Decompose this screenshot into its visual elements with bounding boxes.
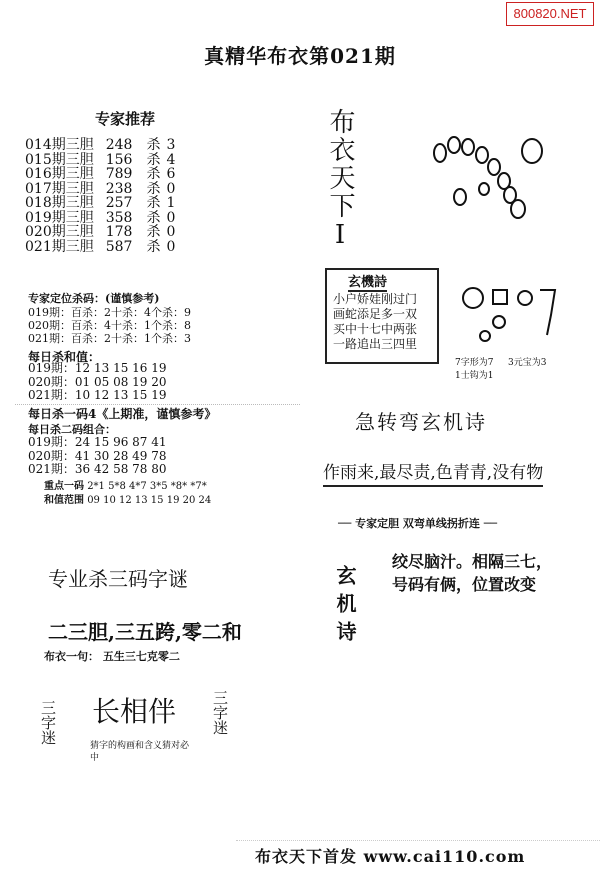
expert-row-kill-value: 0 — [166, 180, 176, 197]
daily-sum-row: 021期：10 12 13 15 19 — [28, 388, 167, 402]
daily-sum-heading: 每日杀和值： — [28, 350, 101, 364]
key-digit-value: 2*1 5*8 4*7 3*5 *8* *7* — [87, 481, 207, 492]
expert-row-kill: 杀 — [146, 209, 161, 226]
footer-text: 布衣天下首发 www.cai110.com — [255, 847, 526, 866]
expert-row-kill-value: 6 — [166, 166, 176, 182]
daily-sum-row: 020期：01 05 08 19 20 — [28, 374, 167, 389]
expert-row-kill: 杀 — [146, 151, 161, 168]
expert-row-kill: 杀 — [146, 166, 161, 182]
sum-range-value: 09 10 12 13 15 19 20 24 — [87, 495, 212, 506]
mystic-poem-line: 一路追出三四里 — [333, 337, 418, 351]
expert-tip-heading-text: 专家定胆 双弯单线拐折连 — [355, 517, 480, 530]
riddle-answer: 二三胆,三五跨,零二和 — [48, 620, 242, 644]
daily-sum-rows — [28, 362, 167, 403]
position-kill-heading: 专家定位杀码：(谨慎参考) — [28, 292, 160, 305]
rebus-shapes-illustration — [455, 280, 565, 350]
expert-row-kill-value: 0 — [166, 209, 176, 226]
expert-row-nums: 257 — [105, 195, 133, 211]
expert-tip-heading: ── 专家定胆 双弯单线拐折连 ── — [338, 517, 497, 530]
position-kill-row: 021期：百杀：2十杀：1个杀：3 — [28, 332, 191, 345]
expert-row-issue: 018期三胆 — [25, 195, 94, 211]
expert-row-kill: 杀 — [146, 195, 161, 211]
urgent-line: 作雨来,最尽责,色青青,没有物 — [323, 458, 543, 487]
expert-heading: 专家推荐 — [95, 110, 156, 128]
expert-row-issue: 019期三胆 — [25, 209, 94, 226]
expert-row-issue: 020期三胆 — [25, 224, 94, 240]
note-3: 3元宝为3 — [508, 358, 547, 368]
expert-row-issue: 014期三胆 — [25, 137, 94, 153]
mystic-poem-line: 小户娇娃刚过门 — [333, 292, 418, 306]
three-char-word: 长相伴 — [92, 695, 177, 728]
urgent-heading: 急转弯玄机诗 — [355, 410, 487, 434]
expert-row — [25, 196, 175, 211]
daily-sum-row: 019期：12 13 15 16 19 — [28, 361, 167, 375]
expert-row — [25, 153, 175, 168]
expert-row-kill-value: 3 — [166, 137, 176, 153]
three-char-hint: 猜字的构画和含义猜对必中 — [90, 741, 190, 763]
expert-row-nums: 587 — [105, 238, 133, 255]
expert-row-issue: 016期三胆 — [25, 166, 94, 182]
expert-row-nums: 238 — [105, 180, 133, 197]
buyi-vertical: 布衣天下I — [325, 108, 355, 252]
expert-row-nums: 358 — [105, 209, 133, 226]
expert-row — [25, 167, 175, 182]
key-digit-label: 重点一码 — [44, 481, 84, 492]
mystic-poem-line: 画蛇添足多一双 — [333, 307, 418, 321]
expert-row — [25, 225, 175, 240]
expert-row — [25, 211, 175, 226]
riddle-heading: 专业杀三码字谜 — [48, 567, 188, 591]
buyi-line — [44, 648, 180, 664]
sum-range-line — [44, 491, 211, 506]
expert-row-issue: 017期三胆 — [25, 180, 94, 197]
mystic-poem-lines — [333, 292, 417, 352]
expert-row-kill: 杀 — [146, 238, 161, 255]
expert-row-nums: 178 — [105, 224, 133, 240]
expert-rows — [25, 138, 175, 254]
expert-row-kill-value: 0 — [166, 224, 176, 240]
expert-tip-text: 绞尽脑汁。相隔三七，号码有俩，位置改变 — [392, 552, 553, 594]
buyi-line-label: 布衣一句： — [44, 650, 99, 663]
daily-two-heading: 每日杀二码组合： — [28, 423, 116, 436]
sum-range-label: 和值范围 — [44, 495, 84, 506]
expert-row-kill-value: 1 — [166, 195, 176, 211]
three-char-right: 三字迷 — [211, 690, 229, 735]
expert-row-kill-value: 4 — [166, 151, 176, 168]
position-kill-row: 019期：百杀：2十杀：4个杀：9 — [28, 306, 191, 319]
mystic-poem-heading: 玄機詩 — [348, 271, 387, 292]
daily-one-row: 021期：36 42 58 78 80 — [28, 462, 167, 476]
position-kill-row: 020期：百杀：4十杀：1个杀：8 — [28, 319, 191, 332]
note-7: 7字形为7 — [455, 358, 494, 368]
page-title: 真精华布衣第021期 — [204, 44, 396, 68]
expert-row-issue: 015期三胆 — [25, 151, 94, 168]
rebus-beads-illustration — [420, 125, 570, 235]
daily-one-row: 020期：41 30 28 49 78 — [28, 448, 167, 463]
expert-row-nums: 248 — [105, 137, 133, 153]
expert-row-kill: 杀 — [146, 180, 161, 197]
watermark-badge: 800820.NET — [506, 2, 594, 26]
daily-one-row: 019期：24 15 96 87 41 — [28, 435, 167, 449]
buyi-line-value: 五生三七克零二 — [102, 650, 180, 663]
expert-row — [25, 138, 175, 153]
expert-row — [25, 182, 175, 197]
expert-row-kill-value: 0 — [166, 238, 176, 255]
key-digit-line — [44, 477, 207, 492]
daily-one-rows — [28, 436, 167, 477]
expert-row-nums: 789 — [105, 166, 133, 182]
daily-one-heading: 每日杀一码4《上期准，谨慎参考》 — [28, 407, 217, 421]
expert-tip-vertical: 玄机诗 — [333, 565, 357, 649]
expert-row — [25, 240, 175, 255]
mystic-poem-line: 买中十七中两张 — [333, 322, 418, 336]
expert-row-kill: 杀 — [146, 224, 161, 240]
expert-row-issue: 021期三胆 — [25, 238, 94, 255]
position-kill-rows — [28, 306, 191, 345]
expert-row-nums: 156 — [105, 151, 133, 168]
expert-row-kill: 杀 — [146, 137, 161, 153]
note-1: 1士钩为1 — [455, 371, 494, 381]
three-char-left: 三字迷 — [39, 700, 57, 745]
